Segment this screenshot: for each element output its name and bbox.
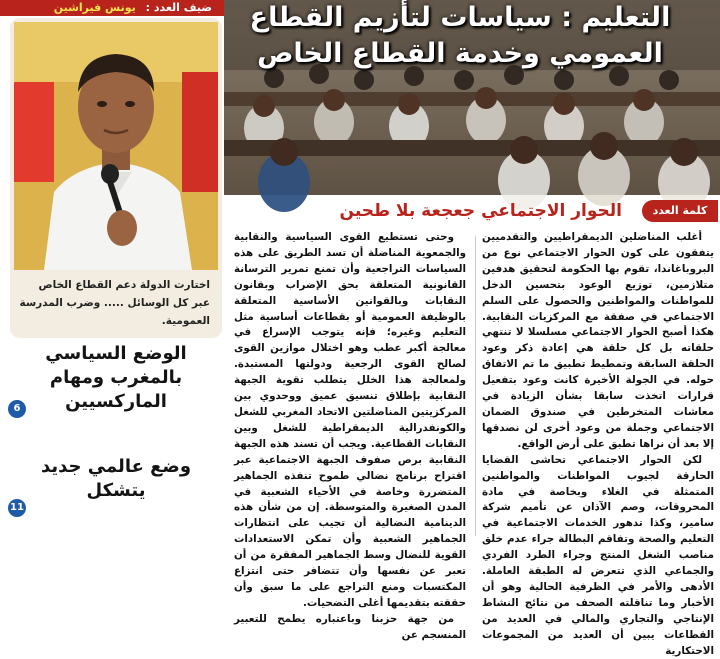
guest-photo	[14, 22, 218, 270]
hero-headline: التعليم : سياسات لتأزيم القطاع العمومي وخدمة القطاع الخاص	[249, 2, 671, 69]
article-column-left	[234, 230, 466, 641]
guest-banner	[0, 0, 224, 16]
hero-image[interactable]	[224, 0, 720, 195]
paragraph: من جهة حزبنا وباعتباره يطمح للتعبير المنسجم عن	[234, 612, 466, 641]
article-header	[230, 198, 718, 228]
paragraph: وحتى تستطيع القوى السياسية والنقابية والجمعوية المناضلة أن تسد الطريق على هذه السياسات التراجعية وأن تمنع تمرير الترسانة القانونية المتعلقة بحق الإضراب وبقانون النقابات وبالقوانين الأساسية المتعلقة بالوظيفة العمومية أو بقطاعات أساسية مثل التعليم وغيره؛ فإنه يتوجب الإسراع في معالجة أكبر عطب وهو اختلال موازين القوى لصالح القوى الرجعية ودولتها المستبدة. ولمعالجة هذا الخلل يتطلب تقوية الجبهة النقابية بإطلاق تنسيق عميق ووحدوي بين المركزيتين المناضلتين الاتحاد المغربي للشغل والكونفدرالية الديمقراطية للشغل وبين النقابات القطاعية. ويجب أن تسند هذه الجبهة النقابية برص صفوف الجبهة الاجتماعية عبر اقتراح برنامج نضالي طموح تنفذه الجماهير المتضررة وخاصة في الأحياء الشعبية في المدن الصغيرة والمتوسطة. إن من شأن هذه الدينامية النضالية أن تجيب على انتظارات الجماهير الشعبية وأن تمكن الاستعدادات القوية للنضال وسط الجماهير المفقرة من أن تعبر عن نفسها وأن تتضافر حتى انتزاع المكتسبات ومنع التراجع على ما سبق وأن حققته بتقديمها أغلى التضحيات.	[234, 231, 466, 609]
guest-label: ضيف العدد :	[145, 1, 212, 14]
main-content	[224, 0, 720, 657]
paragraph: أغلب المناضلين الديمقراطيين والتقدميين يتفقون على كون الحوار الاجتماعي نوع من البروباغاندا، تقوم بها الحكومة لتحقيق هدفين متلازمين، توزيع الوعود بتحسين الدخل للمواطنات والمواطنين والحصول على السلم الاجتماعي في صفقة مع المركزيات النقابية. هكذا أصبح الحوار الاجتماعي مسلسلا لا تنتهي حلقاته بل كل حلقة هي إعادة ذكر وعود الحلقة السابقة وتمطيط تطبيق ما تم الاتفاق حوله. في الجولة الأخيرة كانت وعود بتفعيل قرارات اتخذت سابقا بشأن الزيادة في معاشات المتخرطين في صندوق الضمان الاجتماعي وجملة من وعود أخرى لن نصدقها إلا بعد أن نراها تطبق على أرض الواقع.	[482, 231, 714, 450]
article-body	[234, 230, 714, 657]
teaser-global-situation[interactable]	[10, 455, 222, 527]
teaser-title: الوضع السياسي بالمغرب ومهام الماركسيين	[45, 343, 187, 412]
paragraph: لكن الحوار الاجتماعي تحاشى القضايا الحارقة لجيوب المواطنات والمواطنين المتمثلة في الغلاء وبخاصة في مادة المحروقات، وصم الآذان عن تأميم شركة سامير، وكذا تدهور الخدمات الاجتماعية في التعليم والصحة وتفاقم البطالة جراء عدم خلق مناصب الشغل المنتج وجراء الطرد الفردي والجماعي الذي تتعرض له الطبقة العاملة. الأدهى والأمر في الظرفية الحالية وهو أن الأخبار وما تناقلته الصحف من نتائج النشاط الإنتاجي والتجاري والمالي في العديد من القطاعات يبين أن العديد من المجموعات الاحتكارية	[482, 453, 714, 657]
article-title[interactable]: الحوار الاجتماعي جعجعة بلا طحين	[339, 201, 622, 221]
column-divider	[475, 236, 476, 536]
guest-name[interactable]: يونس فيراشين	[53, 1, 136, 14]
teaser-title: وضع عالمي جديد يتشكل	[40, 456, 192, 501]
guest-line	[54, 0, 212, 16]
guest-photo-illustration	[14, 22, 218, 270]
page-number-badge: 6	[8, 400, 26, 418]
sidebar	[0, 0, 224, 540]
article-column-right	[482, 230, 714, 657]
guest-caption: اختارت الدولة دعم القطاع الخاص عبر كل الوسائل ..... وضرب المدرسة العمومية.	[19, 279, 210, 327]
page-number-badge: 11	[8, 499, 26, 517]
teaser-political-situation[interactable]	[10, 342, 222, 424]
section-tag: كلمة العدد	[642, 200, 718, 222]
guest-card[interactable]	[10, 18, 222, 338]
